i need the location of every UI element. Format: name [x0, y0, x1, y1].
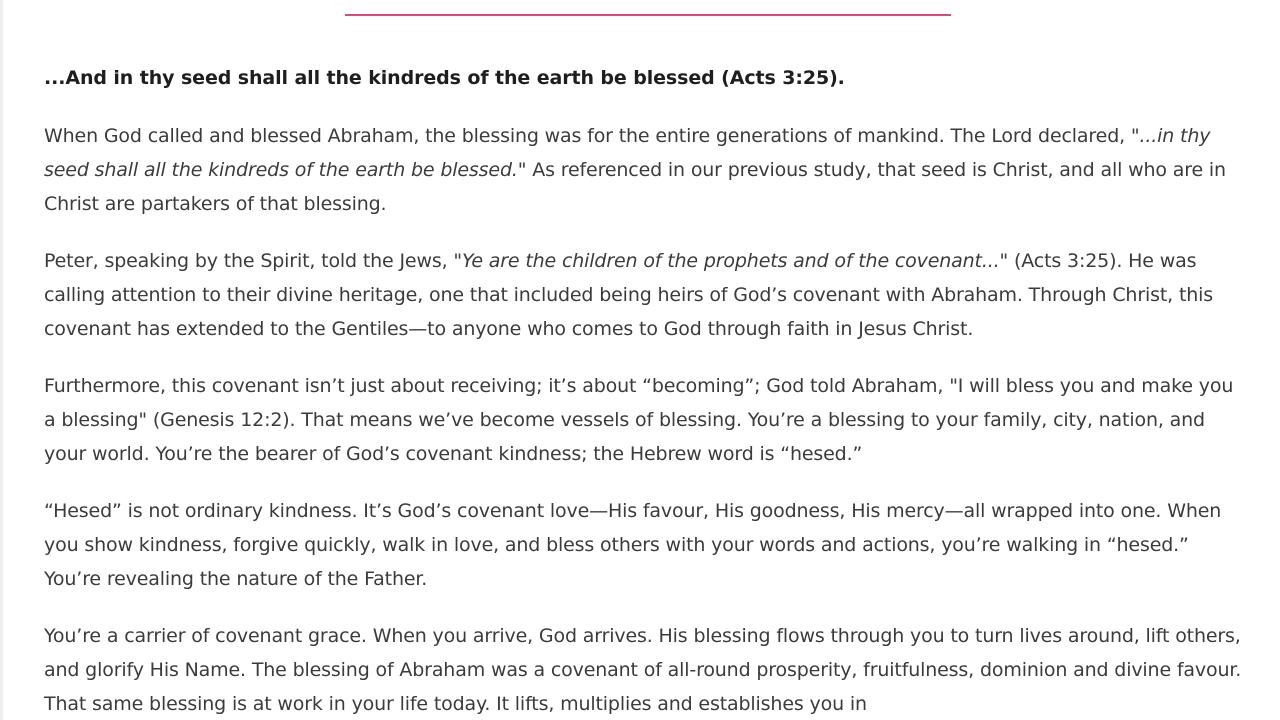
paragraph-1-quote: "...in thy seed shall all the kindreds of the earth be blessed." [44, 125, 1211, 181]
paragraph-3: Furthermore, this covenant isn’t just about receiving; it’s about “becoming”; God told Abraham, "I will bless you and make you a blessing" (Genesis 12:2). That means we’ve become vessels of blessing. You’re a blessing to your family, city, nation, and your world. You’re the bearer of God’s covenant kindness; the Hebrew word is “hesed.” [44, 375, 1234, 465]
paragraph-2 [44, 244, 1244, 346]
paragraph-2-quote: "Ye are the children of the prophets and of the covenant..." [453, 250, 1009, 272]
paragraph-4: “Hesed” is not ordinary kindness. It’s God’s covenant love—His favour, His goodness, His mercy—all wrapped into one. When you show kindness, forgive quickly, walk in love, and bless others with your words and actions, you’re walking in “hesed.” You’re revealing the nature of the Father. [44, 500, 1222, 590]
paragraph-2-text-start: Peter, speaking by the Spirit, told the Jews, [44, 250, 454, 272]
paragraph-1 [44, 119, 1244, 221]
page-left-border [0, 0, 3, 720]
paragraph-5: You’re a carrier of covenant grace. When you arrive, God arrives. His blessing flows through you to turn lives around, lift others, and glorify His Name. The blessing of Abraham was a covenant of all-round prosperity, fruitfulness, dominion and divine favour. That same blessing is at work in your life today. It lifts, multiplies and establishes you in [44, 625, 1242, 715]
paragraph-1-text-end: As referenced in our previous study, that seed is Christ, and all who are in Christ are partakers of that blessing. [44, 159, 1226, 215]
section-divider [345, 14, 951, 16]
paragraph-1-text-start: When God called and blessed Abraham, the blessing was for the entire generations of mankind. The Lord declared, [44, 125, 1131, 147]
article-body [44, 62, 1244, 720]
paragraph-2-text-end: (Acts 3:25). He was calling attention to their divine heritage, one that included being heirs of God’s covenant with Abraham. Through Christ, this covenant has extended to the Gentiles—to anyone who comes to God through faith in Jesus Christ. [44, 250, 1214, 340]
scripture-verse-heading: ...And in thy seed shall all the kindreds of the earth be blessed (Acts 3:25). [44, 67, 845, 89]
